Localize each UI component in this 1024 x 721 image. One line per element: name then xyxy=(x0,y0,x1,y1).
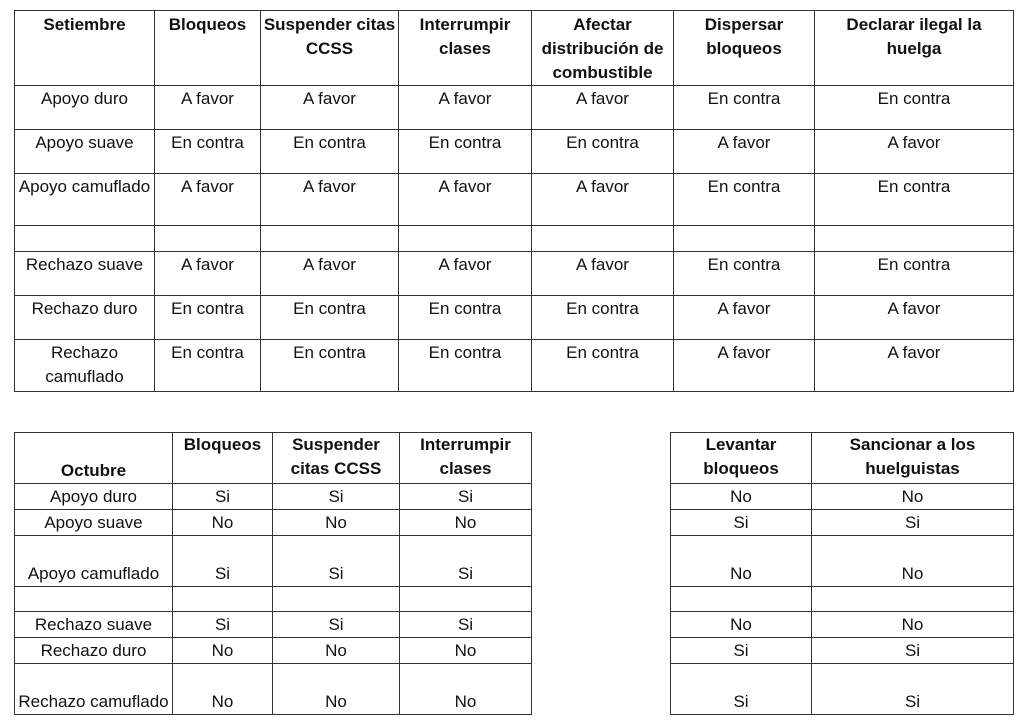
table-cell: Apoyo suave xyxy=(15,510,173,536)
table-cell xyxy=(532,226,674,252)
table-cell: En contra xyxy=(674,86,815,130)
header-cell: Interrumpir clases xyxy=(399,11,532,86)
table-cell: Si xyxy=(400,612,532,638)
table-cell: No xyxy=(173,638,273,664)
table-cell: A favor xyxy=(261,252,399,296)
table-cell: Rechazo duro xyxy=(15,296,155,340)
table-cell: Si xyxy=(273,612,400,638)
header-cell: Afectar distribución de combustible xyxy=(532,11,674,86)
table-cell xyxy=(273,587,400,612)
table-cell: En contra xyxy=(815,86,1014,130)
table-cell xyxy=(15,587,173,612)
table-cell: No xyxy=(671,612,812,638)
table-row xyxy=(671,536,1014,587)
table-cell: En contra xyxy=(815,252,1014,296)
table-cell: Si xyxy=(173,536,273,587)
table-cell: Si xyxy=(273,484,400,510)
table-cell: En contra xyxy=(261,296,399,340)
table-cell: Si xyxy=(812,638,1014,664)
table-cell xyxy=(674,226,815,252)
table-cell: A favor xyxy=(399,174,532,226)
table-cell: En contra xyxy=(532,130,674,174)
table-cell: No xyxy=(812,536,1014,587)
table-row xyxy=(15,638,532,664)
header-cell: Declarar ilegal la huelga xyxy=(815,11,1014,86)
table-cell: Si xyxy=(671,510,812,536)
table-cell: A favor xyxy=(399,252,532,296)
table-cell: A favor xyxy=(674,130,815,174)
table-cell: En contra xyxy=(155,130,261,174)
table-row xyxy=(15,510,532,536)
table-cell: A favor xyxy=(155,252,261,296)
table-cell: Si xyxy=(812,510,1014,536)
table-cell: Si xyxy=(400,484,532,510)
table-row xyxy=(15,536,532,587)
table-cell: A favor xyxy=(532,174,674,226)
table-row xyxy=(15,130,1014,174)
header-cell: Suspender citas CCSS xyxy=(273,433,400,484)
table-row xyxy=(15,86,1014,130)
setiembre-table xyxy=(14,10,1014,392)
table-cell: Rechazo duro xyxy=(15,638,173,664)
table-cell: A favor xyxy=(815,296,1014,340)
table-cell: En contra xyxy=(674,174,815,226)
table-cell: Apoyo suave xyxy=(15,130,155,174)
header-cell: Setiembre xyxy=(15,11,155,86)
table-row xyxy=(15,252,1014,296)
table-cell: No xyxy=(812,484,1014,510)
table-row xyxy=(671,664,1014,715)
table-cell xyxy=(812,587,1014,612)
table-cell xyxy=(400,587,532,612)
header-cell: Bloqueos xyxy=(173,433,273,484)
header-row xyxy=(15,11,1014,86)
table-cell: Si xyxy=(812,664,1014,715)
table-cell: En contra xyxy=(532,340,674,392)
table-cell: No xyxy=(273,664,400,715)
table-cell: No xyxy=(671,484,812,510)
table-cell xyxy=(173,587,273,612)
table-cell: Apoyo duro xyxy=(15,484,173,510)
table-row xyxy=(15,340,1014,392)
table-cell: Apoyo camuflado xyxy=(15,174,155,226)
table-cell: A favor xyxy=(815,130,1014,174)
table-cell: A favor xyxy=(532,252,674,296)
table-cell: Si xyxy=(173,612,273,638)
table-cell: En contra xyxy=(532,296,674,340)
table-row xyxy=(671,638,1014,664)
table-cell: A favor xyxy=(261,174,399,226)
table-cell xyxy=(15,226,155,252)
table-cell: A favor xyxy=(815,340,1014,392)
table-cell: Si xyxy=(671,664,812,715)
table-row xyxy=(671,587,1014,612)
table-cell: A favor xyxy=(261,86,399,130)
table-cell: No xyxy=(173,664,273,715)
table-row xyxy=(15,587,532,612)
table-cell: A favor xyxy=(532,86,674,130)
table-cell: No xyxy=(812,612,1014,638)
table-row xyxy=(15,174,1014,226)
table-cell: No xyxy=(400,510,532,536)
table-cell: En contra xyxy=(399,130,532,174)
table-cell: No xyxy=(273,510,400,536)
header-cell: Interrumpir clases xyxy=(400,433,532,484)
table-cell: A favor xyxy=(155,174,261,226)
table-cell: Si xyxy=(173,484,273,510)
header-cell: Octubre xyxy=(15,433,173,484)
header-row xyxy=(671,433,1014,484)
table-row xyxy=(15,296,1014,340)
table-cell: No xyxy=(173,510,273,536)
table-cell: No xyxy=(400,664,532,715)
table-cell: A favor xyxy=(674,340,815,392)
octubre-right-table xyxy=(670,432,1014,715)
table-row xyxy=(15,484,532,510)
header-cell: Levantar bloqueos xyxy=(671,433,812,484)
header-cell: Bloqueos xyxy=(155,11,261,86)
table-cell: Apoyo duro xyxy=(15,86,155,130)
table-row xyxy=(15,226,1014,252)
table-cell: Si xyxy=(400,536,532,587)
table-cell: A favor xyxy=(399,86,532,130)
table-row xyxy=(671,484,1014,510)
table-cell: A favor xyxy=(674,296,815,340)
table-cell: No xyxy=(400,638,532,664)
table-cell: Rechazo suave xyxy=(15,612,173,638)
table-cell: Si xyxy=(671,638,812,664)
octubre-table xyxy=(14,432,532,715)
table-row xyxy=(671,510,1014,536)
table-cell: En contra xyxy=(155,340,261,392)
table-cell: Rechazo camuflado xyxy=(15,340,155,392)
table-cell: En contra xyxy=(674,252,815,296)
table-cell: Apoyo camuflado xyxy=(15,536,173,587)
table-cell: Rechazo camuflado xyxy=(15,664,173,715)
table-cell: No xyxy=(273,638,400,664)
table-cell: En contra xyxy=(261,130,399,174)
table-cell: En contra xyxy=(155,296,261,340)
table-cell: En contra xyxy=(399,296,532,340)
table-cell: En contra xyxy=(261,340,399,392)
table-cell: Rechazo suave xyxy=(15,252,155,296)
header-cell: Dispersar bloqueos xyxy=(674,11,815,86)
table-row xyxy=(15,612,532,638)
table-cell xyxy=(815,226,1014,252)
table-cell xyxy=(155,226,261,252)
table-cell: En contra xyxy=(815,174,1014,226)
table-cell xyxy=(261,226,399,252)
table-cell: Si xyxy=(273,536,400,587)
header-cell: Suspender citas CCSS xyxy=(261,11,399,86)
table-cell: En contra xyxy=(399,340,532,392)
table-cell xyxy=(671,587,812,612)
table-cell: A favor xyxy=(155,86,261,130)
header-row xyxy=(15,433,532,484)
table-row xyxy=(671,612,1014,638)
header-cell: Sancionar a los huelguistas xyxy=(812,433,1014,484)
table-cell xyxy=(399,226,532,252)
table-row xyxy=(15,664,532,715)
table-cell: No xyxy=(671,536,812,587)
